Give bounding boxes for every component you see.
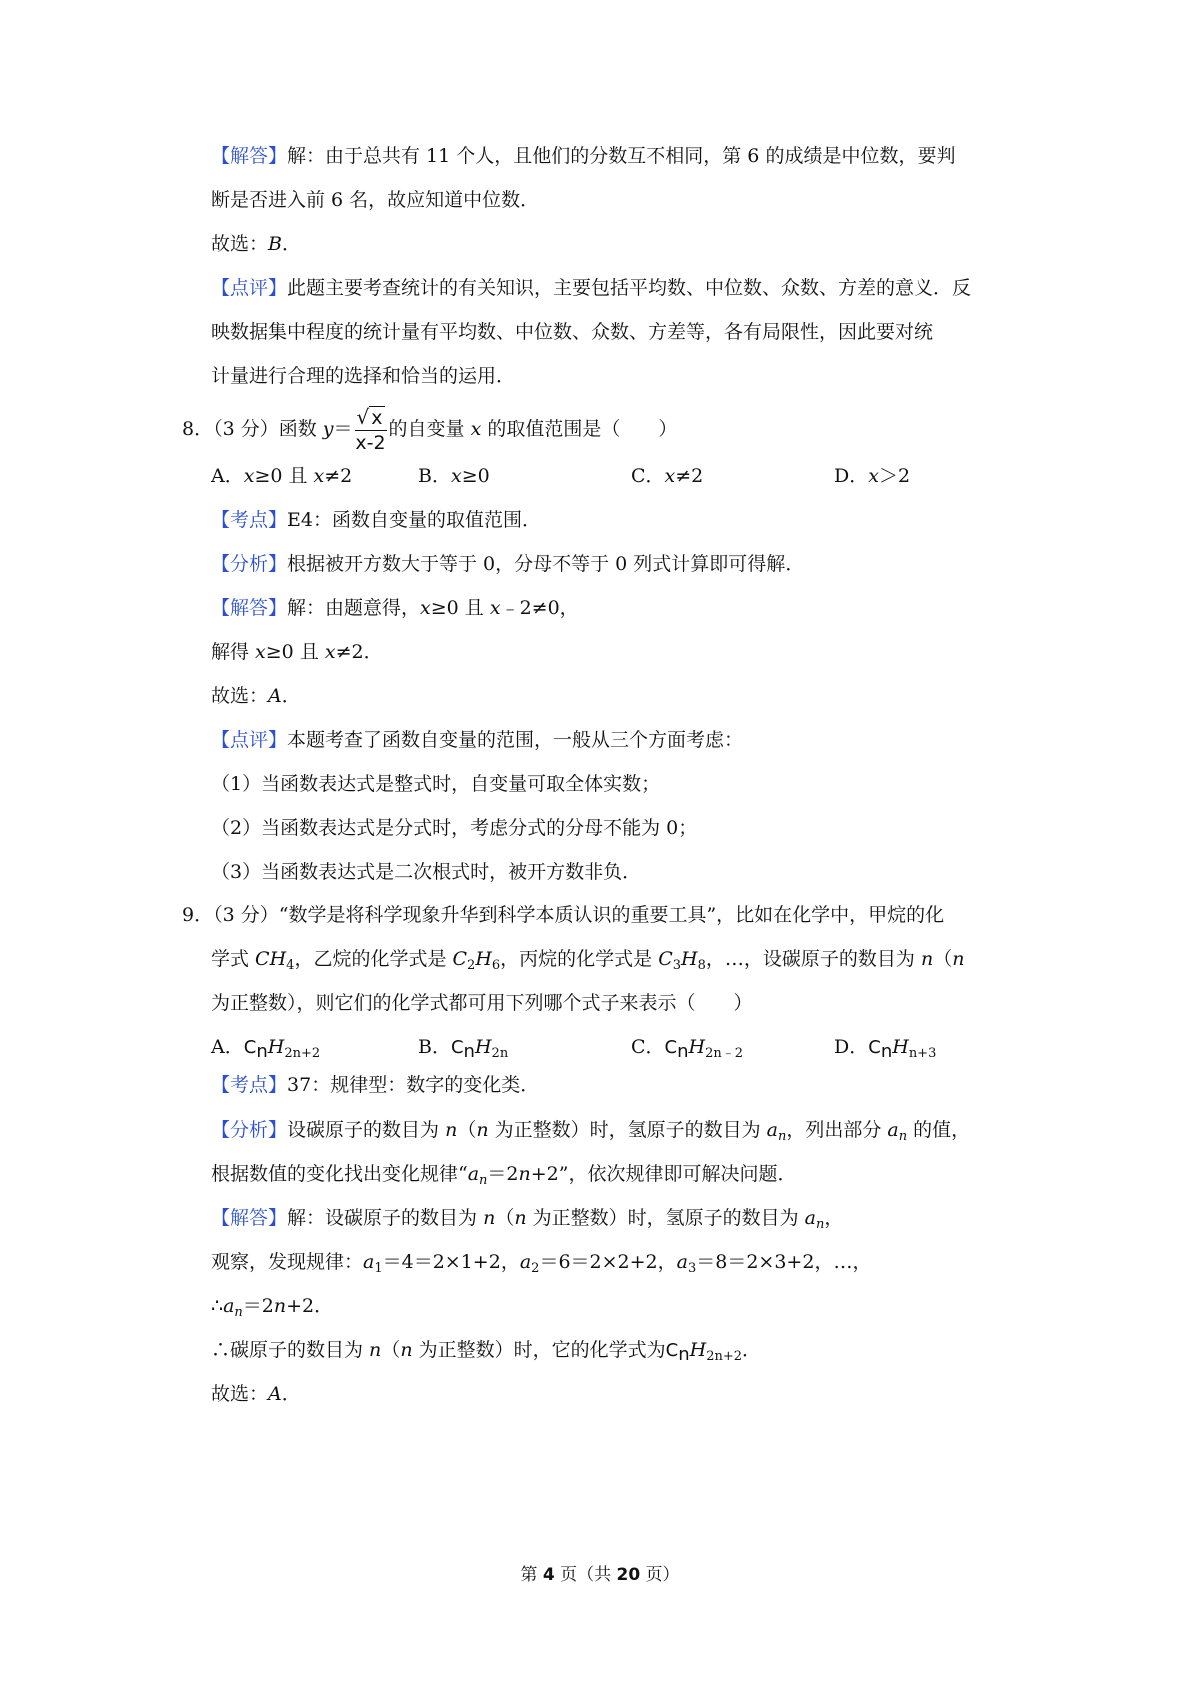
text: 第 xyxy=(520,1565,543,1585)
page-footer xyxy=(0,1560,1200,1585)
solution-line: 断是否进入前 6 名，故应知道中位数． xyxy=(211,189,540,211)
text: ． xyxy=(281,685,301,707)
solution-line xyxy=(211,1248,871,1276)
subscript: 3 xyxy=(672,958,682,973)
text: 根据被开方数大于等于 0，分母不等于 0 列式计算即可得解． xyxy=(287,553,805,575)
comment-line: 映数据集中程度的统计量有平均数、中位数、众数、方差等，各有局限性，因此要对统 xyxy=(211,321,934,343)
text: 解得 xyxy=(211,641,256,663)
text: 为正整数）时，它的化学式为 xyxy=(412,1339,666,1361)
comment-line: （3）当函数表达式是二次根式时，被开方数非负． xyxy=(211,861,642,883)
subscript: 4 xyxy=(286,958,295,973)
label: A． xyxy=(211,1036,244,1058)
question-line xyxy=(211,945,964,973)
question-line: 为正整数），则它们的化学式都可用下列哪个式子来表示（ ） xyxy=(211,992,753,1014)
text: 页（共 xyxy=(554,1565,617,1585)
var: a xyxy=(804,1207,816,1229)
formula: C xyxy=(450,1037,464,1058)
formula: H xyxy=(681,948,698,970)
text: ，丙烷的化学式是 xyxy=(500,948,659,970)
answer-tag: 【解答】 xyxy=(211,597,288,619)
formula: C xyxy=(665,1340,679,1361)
subscript: 2n+2 xyxy=(284,1046,321,1061)
formula: CH xyxy=(255,948,287,970)
text: ≠2． xyxy=(335,641,383,663)
option-c[interactable] xyxy=(631,1033,743,1062)
text: 的自变量 xyxy=(388,418,471,440)
var: n xyxy=(514,1207,527,1229)
option-a[interactable] xyxy=(211,1033,320,1062)
comment-line: （1）当函数表达式是整式时，自变量可取全体实数； xyxy=(211,773,661,795)
text: “数学是将科学现象升华到科学本质认识的重要工具”，比如在化学中，甲烷的化 xyxy=(278,904,945,926)
text: 页） xyxy=(640,1565,680,1585)
text: 的取值范围是（ ） xyxy=(481,418,678,440)
text: 学式 xyxy=(211,948,256,970)
text: ≠2 xyxy=(675,465,704,487)
choice-line xyxy=(211,1380,301,1408)
analysis-tag: 【分析】 xyxy=(211,553,288,575)
var: a xyxy=(223,1295,235,1317)
solution-line xyxy=(211,1204,843,1232)
knowledge-line xyxy=(211,506,541,534)
text: 故选： xyxy=(211,1383,269,1405)
var: x xyxy=(324,641,336,663)
subscript: n xyxy=(778,1129,787,1144)
comment-line: （2）当函数表达式是分式时，考虑分式的分母不能为 0； xyxy=(211,817,698,839)
subscript: n xyxy=(898,1129,908,1144)
var: n xyxy=(273,1295,287,1317)
option-d[interactable] xyxy=(834,462,910,490)
var: n xyxy=(518,1163,531,1185)
var: x xyxy=(470,418,482,440)
text: 解：由于总共有 11 个人，且他们的分数互不相同，第 6 的成绩是中位数，要判 xyxy=(287,145,956,167)
knowledge-tag: 【考点】 xyxy=(211,509,288,531)
comment-tag: 【点评】 xyxy=(211,729,288,751)
text: +2”，依次规律即可解决问题． xyxy=(530,1163,797,1185)
label: B． xyxy=(418,1036,451,1058)
subscript: n+3 xyxy=(908,1046,937,1061)
numerator xyxy=(355,406,387,431)
var: x xyxy=(489,597,501,619)
subscript: 2 xyxy=(467,958,476,973)
text: ． xyxy=(281,233,301,255)
option-d[interactable] xyxy=(834,1033,936,1062)
choice-line xyxy=(211,230,301,258)
text: 观察，发现规律： xyxy=(211,1251,364,1273)
formula: C xyxy=(664,1037,678,1058)
text: ． xyxy=(742,1339,762,1361)
option-b[interactable] xyxy=(418,1033,508,1062)
comment-line xyxy=(211,726,743,754)
var: n xyxy=(445,1119,458,1141)
answer-tag: 【解答】 xyxy=(211,1207,288,1229)
text: 设碳原子的数目为 xyxy=(287,1119,446,1141)
text: ≥0 且 xyxy=(254,465,314,487)
answer: A xyxy=(268,1383,282,1405)
var: n xyxy=(483,1207,496,1229)
subscript: 2n xyxy=(491,1046,509,1061)
text: （ xyxy=(933,948,953,970)
text: ≥0 且 xyxy=(265,641,325,663)
text: ＝2 xyxy=(487,1163,519,1185)
subscript: n xyxy=(880,1041,893,1062)
subscript: n xyxy=(479,1173,488,1188)
text: ，…，设碳原子的数目为 xyxy=(705,948,921,970)
option-a[interactable] xyxy=(211,462,352,490)
var: a xyxy=(887,1119,899,1141)
comment-tag: 【点评】 xyxy=(211,277,288,299)
text: ≠2 xyxy=(324,465,353,487)
text: 故选： xyxy=(211,685,269,707)
analysis-line xyxy=(211,550,804,578)
text: 本题考查了函数自变量的范围，一般从三个方面考虑： xyxy=(287,729,744,751)
var: x xyxy=(255,641,266,663)
text: 为正整数）时，氢原子的数目为 xyxy=(488,1119,767,1141)
text: （ xyxy=(381,1339,401,1361)
denominator: x-2 xyxy=(355,432,386,454)
subscript: 3 xyxy=(687,1261,697,1276)
question-8 xyxy=(182,404,677,454)
choice-line xyxy=(211,682,301,710)
label: A． xyxy=(211,465,244,487)
var: a xyxy=(676,1251,688,1273)
answer-tag: 【解答】 xyxy=(211,145,288,167)
text: 故选： xyxy=(211,233,269,255)
text: （ xyxy=(457,1119,477,1141)
text: ﹣2≠0， xyxy=(500,597,579,619)
fraction xyxy=(355,406,387,454)
text: ≥0 xyxy=(461,465,490,487)
knowledge-tag: 【考点】 xyxy=(211,1074,288,1096)
text: ∴碳原子的数目为 xyxy=(211,1339,370,1361)
formula: H xyxy=(267,1036,285,1058)
text: ，列出部分 xyxy=(786,1119,888,1141)
page-number: 4 xyxy=(542,1565,555,1585)
text: ＝ xyxy=(333,418,353,440)
text: ≥0 且 xyxy=(430,597,490,619)
formula: H xyxy=(892,1036,909,1058)
subscript: n xyxy=(816,1217,825,1232)
text: ∴ xyxy=(211,1295,224,1317)
text: 的值， xyxy=(907,1119,971,1141)
score: （3 分） xyxy=(213,904,279,926)
radicand: x xyxy=(371,407,383,429)
subscript: n xyxy=(234,1305,243,1320)
solution-line xyxy=(211,1292,333,1320)
solution-line xyxy=(211,142,955,170)
answer: A xyxy=(268,685,282,707)
question-number: 9． xyxy=(182,904,214,926)
var: a xyxy=(467,1163,480,1185)
score: （3 分） xyxy=(213,418,279,440)
subscript: 6 xyxy=(491,958,501,973)
var: n xyxy=(400,1339,413,1361)
var: n xyxy=(920,948,934,970)
text: 此题主要考查统计的有关知识，主要包括平均数、中位数、众数、方差的意义．反 xyxy=(287,277,972,299)
page-total: 20 xyxy=(616,1565,641,1585)
text: ＝6＝2×2+2， xyxy=(539,1251,677,1273)
sqrt-icon: √ xyxy=(356,405,370,429)
subscript: n xyxy=(678,1344,690,1365)
text: +2． xyxy=(286,1295,334,1317)
comment-line xyxy=(211,274,971,302)
var: x xyxy=(313,465,325,487)
text: ＝2 xyxy=(242,1295,274,1317)
subscript: 2 xyxy=(531,1261,540,1276)
formula: C xyxy=(658,948,673,970)
text: E4：函数自变量的取值范围． xyxy=(287,509,541,531)
label: C． xyxy=(631,1036,665,1058)
text: ，乙烷的化学式是 xyxy=(294,948,453,970)
subscript: 1 xyxy=(374,1261,383,1276)
label: B． xyxy=(418,465,451,487)
text: ＝8＝2×3+2，…， xyxy=(696,1251,872,1273)
answer: B xyxy=(268,233,282,255)
var: a xyxy=(363,1251,375,1273)
formula: H xyxy=(475,948,492,970)
text: 函数 xyxy=(278,418,323,440)
var: x xyxy=(450,465,462,487)
subscript: n xyxy=(256,1041,268,1062)
analysis-line xyxy=(211,1160,797,1188)
text: 为正整数）时，氢原子的数目为 xyxy=(526,1207,805,1229)
solution-line xyxy=(211,594,579,622)
text: 解：由题意得， xyxy=(287,597,421,619)
var: a xyxy=(766,1119,778,1141)
var: n xyxy=(369,1339,382,1361)
label: D． xyxy=(834,465,869,487)
text: ＞2 xyxy=(878,465,911,487)
subscript: 2n﹣2 xyxy=(705,1046,744,1061)
var: x xyxy=(664,465,676,487)
var: a xyxy=(519,1251,532,1273)
text: ． xyxy=(281,1383,301,1405)
formula: H xyxy=(688,1036,706,1058)
text: ＝4＝2×1+2， xyxy=(382,1251,520,1273)
var: x xyxy=(420,597,431,619)
formula: C xyxy=(868,1037,881,1058)
formula: C xyxy=(243,1037,257,1058)
subscript: n xyxy=(677,1041,689,1062)
knowledge-line xyxy=(211,1071,539,1099)
var: n xyxy=(952,948,965,970)
text: 37：规律型：数字的变化类． xyxy=(287,1074,540,1096)
solution-line xyxy=(211,1336,761,1365)
formula: H xyxy=(474,1036,492,1058)
var: x xyxy=(868,465,879,487)
var: n xyxy=(476,1119,489,1141)
option-b[interactable] xyxy=(418,462,490,490)
question-9 xyxy=(182,901,944,929)
subscript: 8 xyxy=(697,958,706,973)
formula: C xyxy=(452,948,468,970)
text: （ xyxy=(495,1207,515,1229)
text: 解：设碳原子的数目为 xyxy=(287,1207,484,1229)
var: x xyxy=(243,465,255,487)
label: D． xyxy=(834,1036,869,1058)
text: ， xyxy=(824,1207,844,1229)
analysis-tag: 【分析】 xyxy=(211,1119,288,1141)
analysis-line xyxy=(211,1116,970,1144)
subscript: 2n+2 xyxy=(706,1349,742,1364)
solution-line xyxy=(211,638,383,666)
option-c[interactable] xyxy=(631,462,703,490)
subscript: n xyxy=(463,1041,475,1062)
comment-line: 计量进行合理的选择和恰当的运用． xyxy=(211,365,516,387)
question-number: 8． xyxy=(182,418,214,440)
formula: H xyxy=(689,1339,707,1361)
var: y xyxy=(322,418,334,440)
text: 根据数值的变化找出变化规律“ xyxy=(211,1163,468,1185)
label: C． xyxy=(631,465,665,487)
